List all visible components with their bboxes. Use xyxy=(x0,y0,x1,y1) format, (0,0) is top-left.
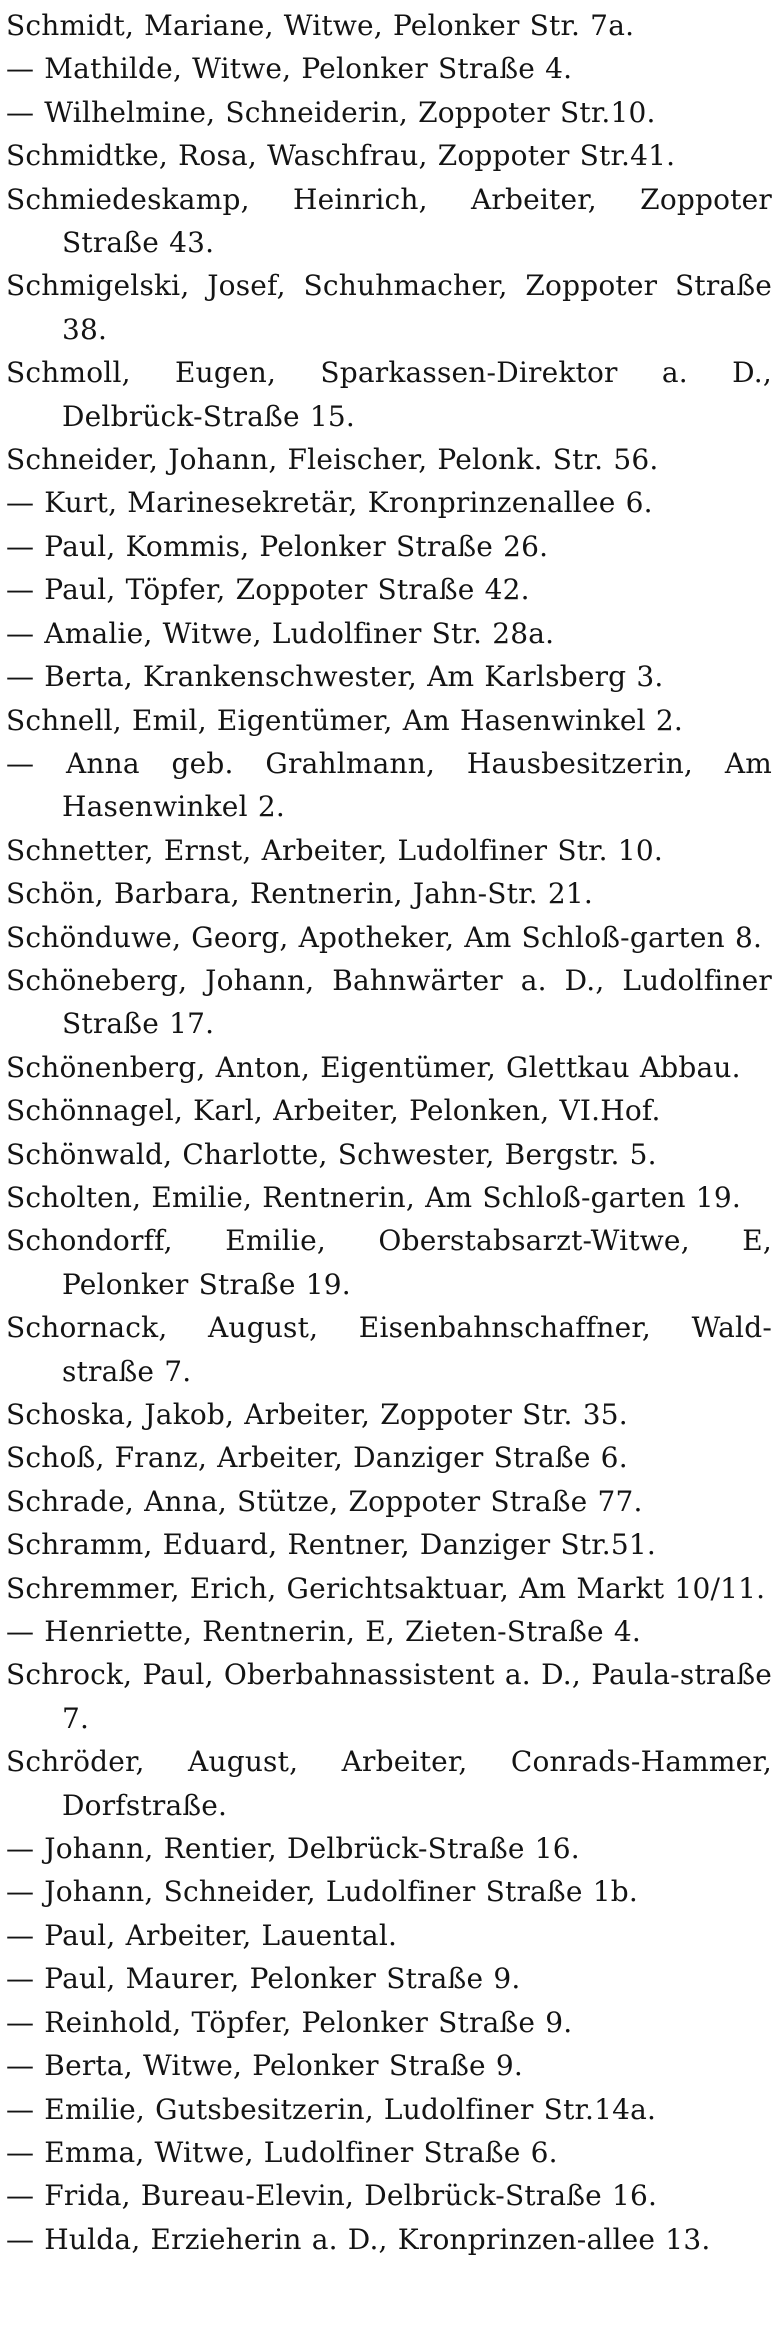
directory-entry: — Paul, Maurer, Pelonker Straße 9. xyxy=(6,1962,521,1996)
directory-entry: Schröder, August, Arbeiter, Conrads-Hammer, Dorfstraße. xyxy=(6,1745,772,1822)
directory-entry: — Emma, Witwe, Ludolfiner Straße 6. xyxy=(6,2135,558,2169)
directory-entry: Schrade, Anna, Stütze, Zoppoter Straße 77. xyxy=(6,1484,643,1518)
directory-entry: Schramm, Eduard, Rentner, Danziger Str.51. xyxy=(6,1528,656,1562)
directory-entry: — Wilhelmine, Schneiderin, Zoppoter Str.10. xyxy=(6,95,656,129)
directory-entry: — Berta, Krankenschwester, Am Karlsberg 3. xyxy=(6,660,664,694)
directory-entry: — Emilie, Gutsbesitzerin, Ludolfiner Str.14a. xyxy=(6,2092,657,2126)
directory-entry: Scholten, Emilie, Rentnerin, Am Schloß-garten 19. xyxy=(6,1180,741,1214)
directory-entry: Schondorff, Emilie, Oberstabsarzt-Witwe, E, Pelonker Straße 19. xyxy=(6,1224,772,1301)
directory-entry: Schnell, Emil, Eigentümer, Am Hasenwinkel 2. xyxy=(6,703,683,737)
directory-entry: — Hulda, Erzieherin a. D., Kronprinzen-allee 13. xyxy=(6,2222,711,2256)
directory-entry: Schoß, Franz, Arbeiter, Danziger Straße 6. xyxy=(6,1441,628,1475)
directory-entry: — Kurt, Marinesekretär, Kronprinzenallee 6. xyxy=(6,486,653,520)
directory-entry: — Paul, Arbeiter, Lauental. xyxy=(6,1918,398,1952)
directory-entry: — Johann, Rentier, Delbrück-Straße 16. xyxy=(6,1832,580,1866)
directory-entry: Schremmer, Erich, Gerichtsaktuar, Am Markt 10/11. xyxy=(6,1571,766,1605)
directory-entry: Schornack, August, Eisenbahnschaffner, Wald-straße 7. xyxy=(6,1311,772,1388)
directory-entry: — Amalie, Witwe, Ludolfiner Str. 28a. xyxy=(6,616,555,650)
directory-entry: Schnetter, Ernst, Arbeiter, Ludolfiner Str. 10. xyxy=(6,833,663,867)
directory-entry: — Mathilde, Witwe, Pelonker Straße 4. xyxy=(6,52,573,86)
directory-entry: — Henriette, Rentnerin, E, Zieten-Straße 4. xyxy=(6,1615,641,1649)
directory-entry: — Paul, Töpfer, Zoppoter Straße 42. xyxy=(6,573,530,607)
directory-entry: Schönnagel, Karl, Arbeiter, Pelonken, VI.Hof. xyxy=(6,1094,661,1128)
directory-entry: Schön, Barbara, Rentnerin, Jahn-Str. 21. xyxy=(6,877,593,911)
directory-entry: — Frida, Bureau-Elevin, Delbrück-Straße 16. xyxy=(6,2179,658,2213)
directory-entry: Schöneberg, Johann, Bahnwärter a. D., Ludolfiner Straße 17. xyxy=(6,963,772,1041)
directory-entry: Schmigelski, Josef, Schuhmacher, Zoppoter Straße 38. xyxy=(6,269,772,346)
directory-entry: Schönwald, Charlotte, Schwester, Bergstr. 5. xyxy=(6,1137,657,1171)
directory-entry: — Anna geb. Grahlmann, Hausbesitzerin, Am Hasenwinkel 2. xyxy=(6,746,772,824)
directory-entry: Schrock, Paul, Oberbahnassistent a. D., Paula-straße 7. xyxy=(6,1658,772,1735)
directory-entry: Schneider, Johann, Fleischer, Pelonk. Str. 56. xyxy=(6,443,659,477)
directory-entry: Schmoll, Eugen, Sparkassen-Direktor a. D., Delbrück-Straße 15. xyxy=(6,356,772,433)
directory-entry: Schönduwe, Georg, Apotheker, Am Schloß-garten 8. xyxy=(6,920,763,954)
directory-entry: — Reinhold, Töpfer, Pelonker Straße 9. xyxy=(6,2005,573,2039)
directory-entry: — Paul, Kommis, Pelonker Straße 26. xyxy=(6,529,549,563)
directory-entry: Schmiedeskamp, Heinrich, Arbeiter, Zoppoter Straße 43. xyxy=(6,182,772,260)
directory-entry: — Johann, Schneider, Ludolfiner Straße 1b. xyxy=(6,1875,638,1909)
directory-entry: — Berta, Witwe, Pelonker Straße 9. xyxy=(6,2049,524,2083)
directory-entry: Schmidtke, Rosa, Waschfrau, Zoppoter Str.41. xyxy=(6,139,676,173)
directory-entry: Schmidt, Mariane, Witwe, Pelonker Str. 7a. xyxy=(6,9,635,42)
directory-entry: Schoska, Jakob, Arbeiter, Zoppoter Str. 35. xyxy=(6,1398,628,1431)
directory-entry: Schönenberg, Anton, Eigentümer, Glettkau Abbau. xyxy=(6,1050,741,1084)
